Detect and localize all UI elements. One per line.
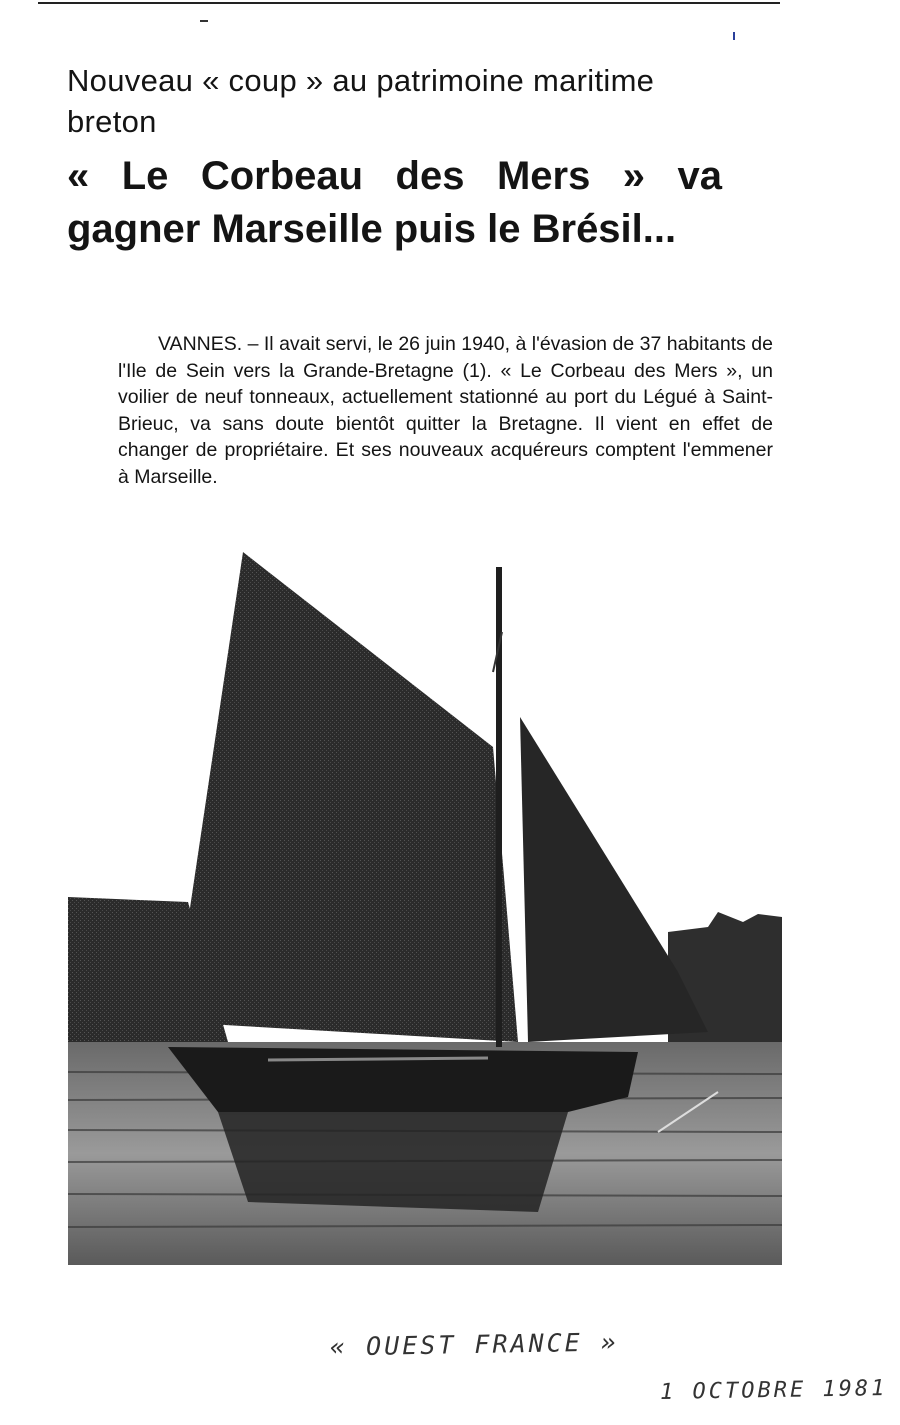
date-annotation: 1 OCTOBRE 1981: [659, 1376, 888, 1405]
sailboat-photo: [68, 552, 782, 1265]
article-headline: « Le Corbeau des Mers » va gagner Marseille puis le Brésil...: [67, 154, 722, 251]
article-kicker: Nouveau « coup » au patrimoine maritime breton: [67, 63, 655, 139]
article-body: VANNES. – Il avait servi, le 26 juin 1940, à l'évasion de 37 habitants de l'Ile de Sein vers la Grande-Bretagne (1). « Le Corbeau des Mers », un voilier de neuf tonneaux, actuellement stationné au port du Légué à Saint-Brieuc, va sans doute bientôt quitter la Bretagne. Il vient en effet de changer de propriétaire. Et ses nouveaux acquéreurs comptent l'emmener à Marseille.: [118, 333, 773, 488]
scan-speck-blue: [733, 32, 735, 40]
top-rule: [38, 2, 780, 4]
source-annotation: « OUEST FRANCE »: [329, 1327, 620, 1362]
scan-speck: [200, 20, 208, 22]
